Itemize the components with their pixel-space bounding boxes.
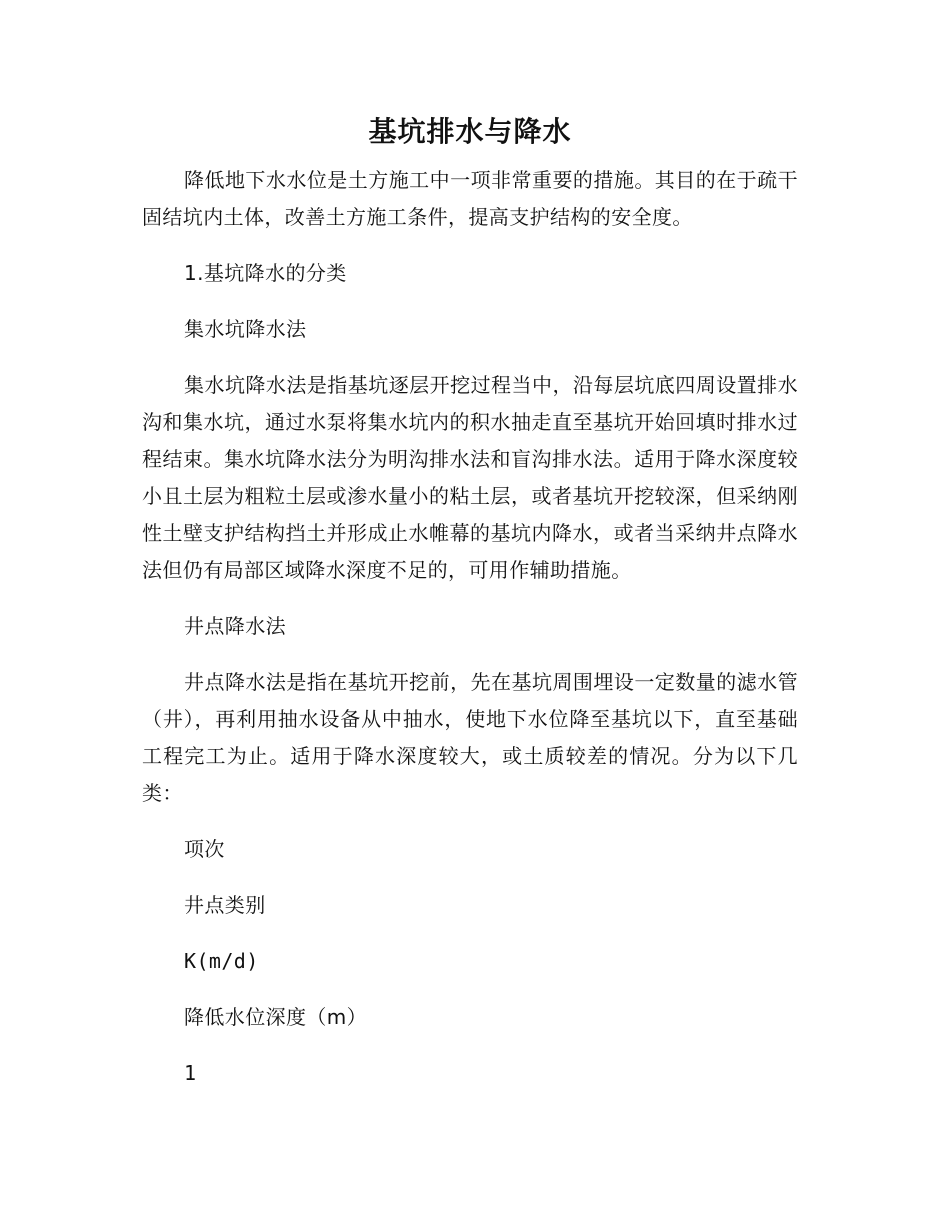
wellpoint-method-heading: 井点降水法 — [184, 614, 286, 638]
section-heading-classification: 1.基坑降水的分类 — [184, 261, 347, 285]
intro-paragraph: 降低地下水水位是土方施工中一项非常重要的措施。其目的在于疏干固结坑内土体，改善土方施工条件，提高支护结构的安全度。 — [142, 168, 798, 229]
document-title: 基坑排水与降水 — [368, 115, 572, 148]
table-header-depth: 降低水位深度（m） — [184, 1005, 368, 1029]
table-row-number: 1 — [184, 1061, 197, 1085]
sump-method-paragraph: 集水坑降水法是指基坑逐层开挖过程当中，沿每层坑底四周设置排水沟和集水坑，通过水泵将集水坑内的积水抽走直至基坑开始回填时排水过程结束。集水坑降水法分为明沟排水法和盲沟排水法。适用于降水深度较小且土层为粗粒土层或渗水量小的粘土层，或者基坑开挖较深，但采纳刚性土壁支护结构挡土并形成止水帷幕的基坑内降水，或者当采纳井点降水法但仍有局部区域降水深度不足的，可用作辅助措施。 — [142, 373, 798, 582]
table-header-permeability: K(m/d) — [184, 949, 259, 973]
table-header-item: 项次 — [184, 837, 225, 861]
sump-method-heading: 集水坑降水法 — [184, 317, 307, 341]
document-content — [142, 112, 798, 1106]
wellpoint-method-paragraph: 井点降水法是指在基坑开挖前，先在基坑周围埋设一定数量的滤水管（井），再利用抽水设备从中抽水，使地下水位降至基坑以下，直至基础工程完工为止。适用于降水深度较大，或土质较差的情况。分为以下几类： — [142, 670, 798, 805]
table-header-type: 井点类别 — [184, 893, 266, 917]
